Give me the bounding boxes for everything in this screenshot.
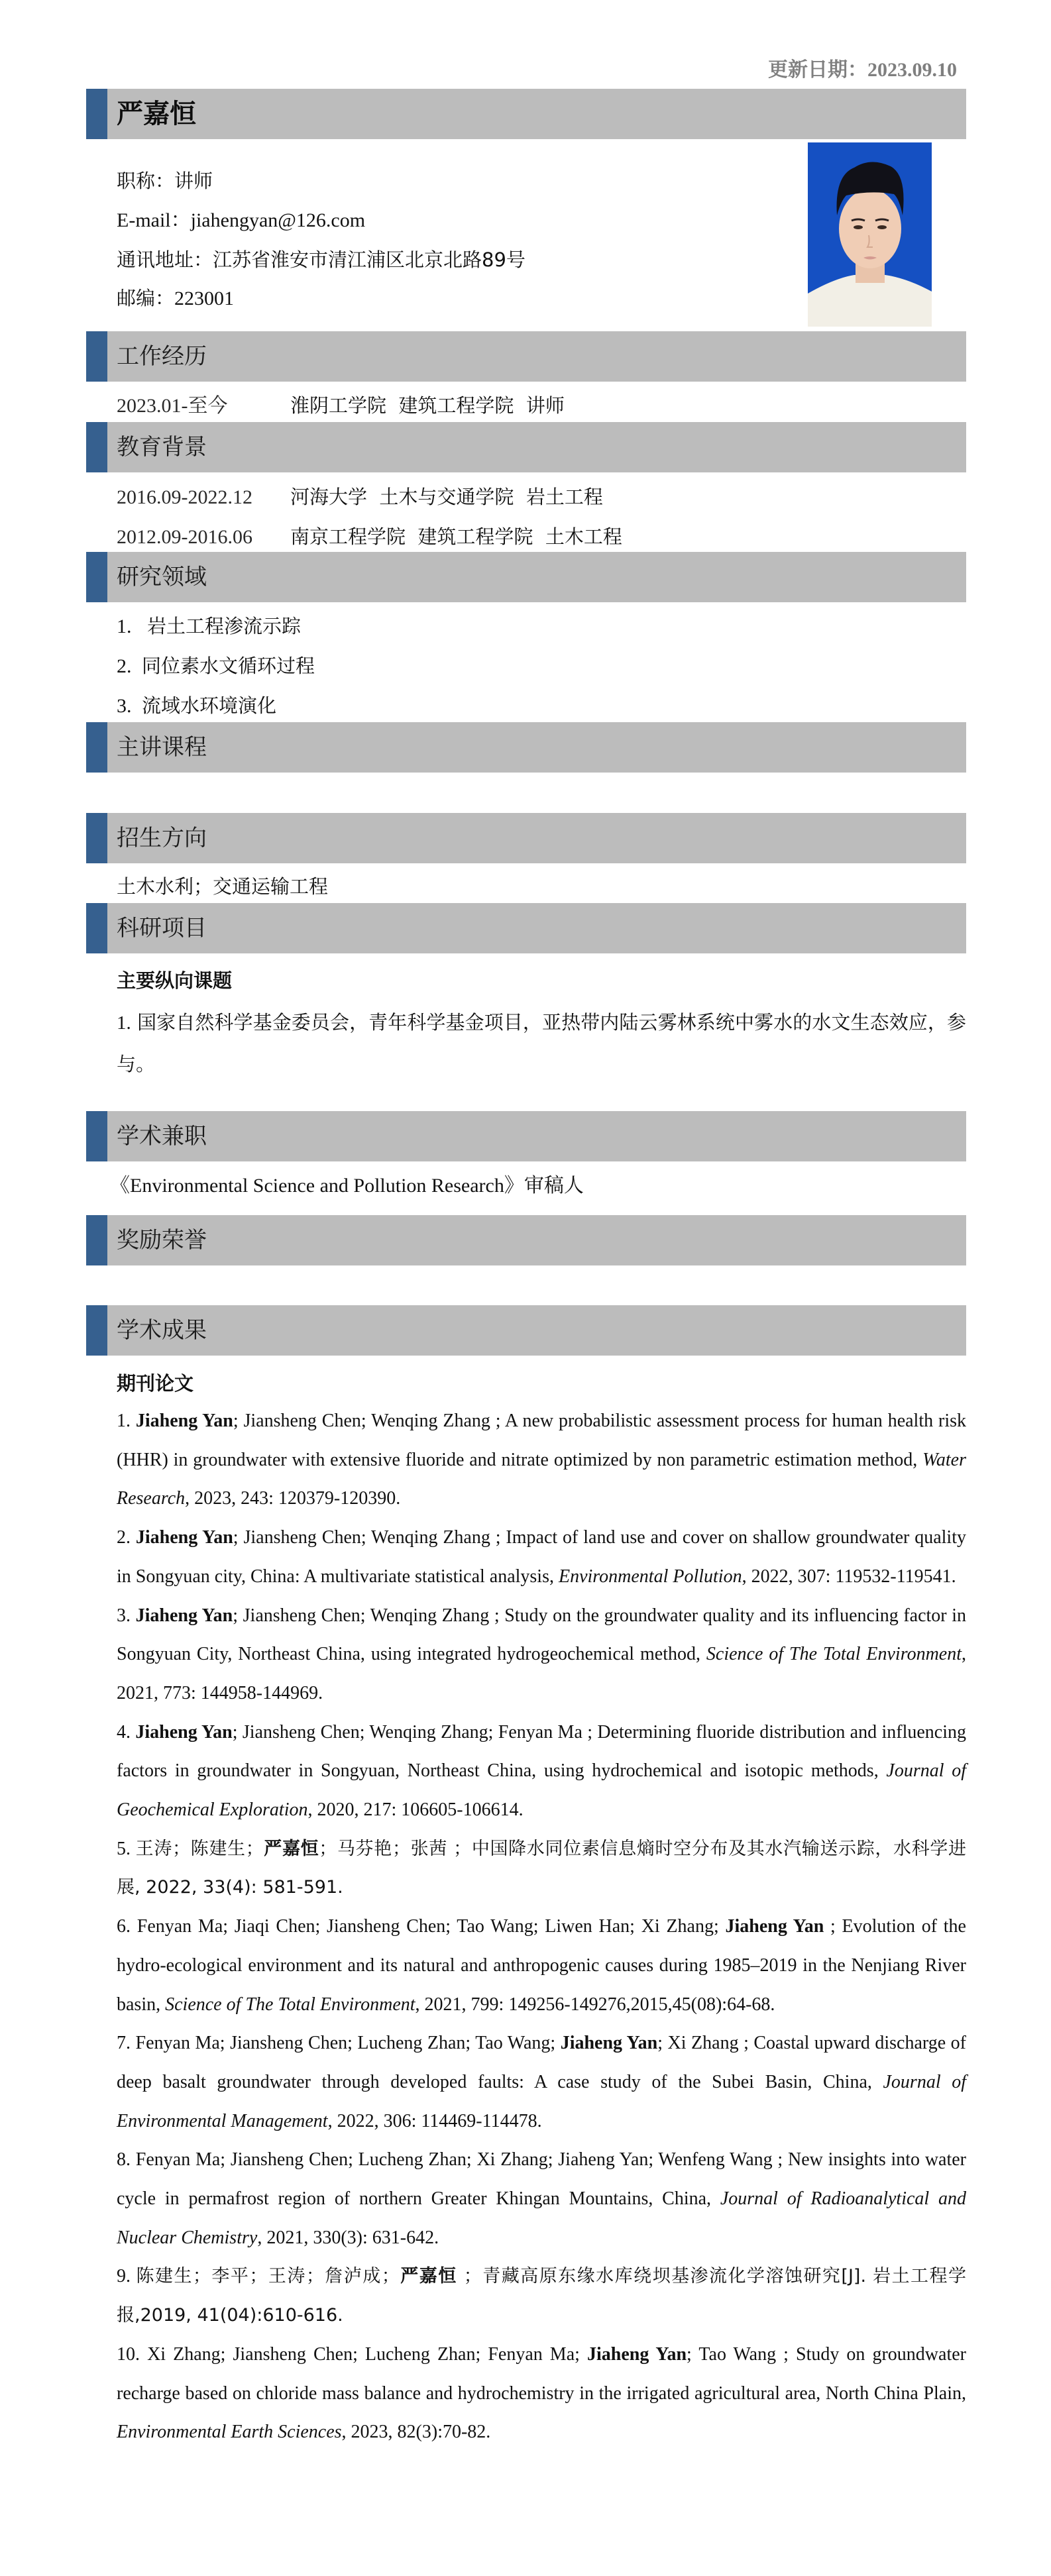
paper-journal: Journal of Radioanalytical and Nuclear Chemistry	[117, 2188, 966, 2248]
section-title: 科研项目	[117, 915, 207, 941]
paper-number: 5.	[117, 1838, 131, 1859]
paper-item	[117, 2141, 966, 2257]
paper-self-author: Jiaheng Yan	[135, 1527, 233, 1548]
work-period: 2023.01-至今	[117, 395, 228, 417]
paper-self-author: Jiaheng Yan	[135, 1605, 233, 1626]
title-label: 职称：	[117, 170, 175, 192]
paper-title: ; Tao Wang ; Study on groundwater recharge based on chloride mass balance and hydrochemistry in the irrigated agricultural area, North China Plain,	[117, 2343, 966, 2404]
work-org: 淮阴工学院 建筑工程学院 讲师	[290, 394, 565, 417]
research-text: 岩土工程渗流示踪	[147, 615, 302, 637]
research-num: 2.	[117, 655, 132, 677]
paper-authors: Fenyan Ma; Jiaqi Chen; Jiansheng Chen; Tao Wang; Liwen Han; Xi Zhang;	[137, 1916, 726, 1937]
paper-self-author: Jiaheng Yan	[135, 1411, 233, 1431]
paper-item	[117, 2024, 966, 2141]
paper-title: ; Evolution of the hydro-ecological environment and its natural and anthropogenic causes during 1985–2019 in the Nenjiang River basin,	[117, 1916, 966, 2015]
person-name: 严嘉恒	[117, 99, 196, 129]
paper-citation: , 2021, 773: 144958-144969.	[117, 1644, 966, 1703]
paper-item	[117, 1713, 966, 1830]
paper-title: ; Jiansheng Chen; Wenqing Zhang ; A new probabilistic assessment process for human health risk (HHR) in groundwater with extensive fluoride and nitrate optimized by non parametric estimation method,	[117, 1411, 967, 1470]
address-row	[117, 246, 526, 274]
education-org: 南京工程学院 建筑工程学院 土木工程	[290, 525, 622, 548]
section-header-research	[86, 552, 966, 602]
section-header-recruit	[86, 813, 966, 863]
section-title: 学术兼职	[117, 1123, 207, 1150]
education-period: 2012.09-2016.06	[117, 526, 252, 548]
title-value: 讲师	[174, 170, 213, 192]
research-item	[117, 692, 276, 720]
section-accent	[86, 89, 107, 139]
paper-item	[117, 1830, 966, 1907]
section-accent	[86, 722, 107, 773]
section-header-achievements	[86, 1305, 966, 1356]
paper-item	[117, 1597, 966, 1713]
update-date	[768, 53, 957, 82]
zip-row	[117, 285, 234, 312]
zip-label: 邮编：	[117, 287, 175, 309]
paper-number: 3.	[117, 1605, 131, 1626]
paper-title: ；青藏高原东缘水库绕坝基渗流化学溶蚀研究[J]. 岩土工程学报,2019, 41(04):610-616.	[117, 2266, 967, 2326]
research-item	[117, 653, 315, 680]
paper-authors: 陈建生；李平；王涛；詹泸成；	[136, 2266, 400, 2287]
zip-value: 223001	[174, 288, 235, 309]
paper-journal: Science of The Total Environment	[165, 1994, 415, 2015]
research-text: 流域水环境演化	[142, 694, 277, 717]
paper-self-author: Jiaheng Yan	[586, 2343, 687, 2365]
section-title: 研究领域	[117, 564, 207, 590]
portrait-photo	[808, 142, 932, 327]
paper-authors: 王涛；陈建生；	[135, 1838, 264, 1859]
paper-title: ; Xi Zhang ; Coastal upward discharge of deep basalt groundwater through developed faults: A case study of the Subei Basin, China,	[117, 2033, 966, 2092]
work-item	[117, 392, 565, 419]
paper-number: 7.	[117, 2033, 131, 2054]
paper-number: 6.	[117, 1916, 131, 1937]
paper-title: ；马芬艳；张茜 ；中国降水同位素信息熵时空分布及其水汽输送示踪，水科学进展, 2022, 33(4): 581-591.	[117, 1838, 967, 1898]
research-num: 1.	[117, 616, 132, 637]
paper-citation: , 2023, 243: 120379-120390.	[185, 1488, 401, 1509]
projects-subheading: 主要纵向课题	[117, 969, 233, 992]
paper-number: 4.	[117, 1721, 131, 1743]
paper-citation: , 2022, 306: 114469-114478.	[327, 2110, 542, 2131]
paper-number: 10.	[117, 2343, 140, 2365]
paper-item	[117, 2257, 966, 2335]
paper-authors: Fenyan Ma; Jiansheng Chen; Lucheng Zhan; Tao Wang;	[135, 2033, 561, 2054]
paper-number: 1.	[117, 1411, 131, 1431]
paper-authors: Fenyan Ma; Jiansheng Chen; Lucheng Zhan; Xi Zhang; Jiaheng Yan; Wenfeng Wang ; New insights into water cycle in permafrost region of northern Greater Khingan Mountains, China,	[117, 2149, 966, 2210]
section-header-awards	[86, 1215, 966, 1265]
paper-journal: Science of The Total Environment	[706, 1644, 962, 1665]
paper-authors: Xi Zhang; Jiansheng Chen; Lucheng Zhan; Fenyan Ma;	[147, 2343, 587, 2365]
paper-self-author: Jiaheng Yan	[725, 1916, 824, 1937]
section-accent	[86, 1111, 107, 1161]
paper-citation: , 2023, 82(3):70-82.	[341, 2422, 491, 2443]
paper-title: ; Jiansheng Chen; Wenqing Zhang; Fenyan Ma ; Determining fluoride distribution and influencing factors in groundwater in Songyuan, Northeast China, using hydrochemical and isotopic methods,	[117, 1721, 966, 1782]
name-header	[86, 89, 966, 139]
section-title: 工作经历	[117, 343, 207, 370]
section-accent	[86, 422, 107, 472]
portrait-illustration	[808, 142, 932, 327]
paper-item	[117, 2335, 966, 2452]
research-num: 3.	[117, 695, 132, 717]
paper-item	[117, 1907, 966, 2024]
email-row	[117, 207, 365, 234]
section-accent	[86, 1305, 107, 1356]
section-title: 招生方向	[117, 825, 207, 851]
positions-text	[110, 1173, 584, 1199]
section-header-projects	[86, 903, 966, 953]
section-accent	[86, 813, 107, 863]
education-org: 河海大学 土木与交通学院 岩土工程	[290, 486, 603, 508]
section-title: 教育背景	[117, 434, 207, 460]
paper-item	[117, 1402, 966, 1519]
section-header-courses	[86, 722, 966, 773]
email-label: E-mail：	[117, 209, 191, 231]
section-header-work	[86, 331, 966, 382]
paper-citation: , 2020, 217: 106605-106614.	[307, 1799, 524, 1821]
paper-item	[117, 1519, 966, 1596]
research-text: 同位素水文循环过程	[142, 655, 315, 677]
title-row	[117, 168, 213, 195]
update-date-value: 2023.09.10	[867, 59, 957, 81]
section-header-education	[86, 422, 966, 472]
address-label: 通讯地址：	[117, 248, 213, 271]
address-value: 江苏省淮安市清江浦区北京北路89号	[213, 248, 526, 271]
paper-journal: Environmental Earth Sciences	[117, 2422, 342, 2443]
paper-title: ; Jiansheng Chen; Wenqing Zhang ; Impact of land use and cover on shallow groundwater quality in Songyuan city, China: A multivariate statistical analysis,	[117, 1527, 966, 1587]
email-value[interactable]: jiahengyan@126.com	[190, 209, 366, 231]
paper-citation: , 2021, 330(3): 631-642.	[257, 2227, 439, 2248]
section-accent	[86, 552, 107, 602]
section-title: 主讲课程	[117, 734, 207, 761]
paper-citation: , 2021, 799: 149256-149276,2015,45(08):64-68.	[415, 1994, 775, 2015]
paper-citation: , 2022, 307: 119532-119541.	[742, 1566, 956, 1587]
section-accent	[86, 1215, 107, 1265]
section-accent	[86, 903, 107, 953]
papers-subheading: 期刊论文	[117, 1372, 194, 1395]
education-item	[117, 523, 622, 551]
paper-journal: Journal of Environmental Management	[117, 2071, 967, 2131]
positions-value: 《Environmental Science and Pollution Research》审稿人	[110, 1175, 584, 1197]
paper-self-author: 严嘉恒	[399, 2266, 457, 2287]
paper-self-author: Jiaheng Yan	[135, 1721, 233, 1743]
paper-title: ; Jiansheng Chen; Wenqing Zhang ; Study on the groundwater quality and its influencing factor in Songyuan City, Northeast China, using integrated hydrogeochemical method,	[117, 1605, 967, 1665]
paper-journal: Environmental Pollution	[558, 1566, 742, 1587]
recruit-value: 土木水利；交通运输工程	[117, 875, 329, 898]
update-date-label: 更新日期：	[768, 58, 867, 81]
project-num: 1.	[117, 1012, 131, 1034]
paper-self-author: Jiaheng Yan	[560, 2033, 658, 2054]
education-item	[117, 484, 603, 511]
paper-list	[117, 1402, 966, 2452]
paper-journal: Water Research	[117, 1449, 966, 1509]
project-text: 国家自然科学基金委员会，青年科学基金项目，亚热带内陆云雾林系统中雾水的水文生态效应，参与。	[117, 1011, 966, 1075]
paper-number: 2.	[117, 1527, 131, 1548]
research-item	[117, 613, 301, 640]
section-header-positions	[86, 1111, 966, 1161]
section-title: 奖励荣誉	[117, 1227, 207, 1254]
paper-number: 9.	[117, 2266, 131, 2287]
section-title: 学术成果	[117, 1317, 207, 1344]
recruit-text	[117, 873, 328, 900]
project-item	[117, 1002, 966, 1085]
paper-self-author: 严嘉恒	[263, 1838, 319, 1859]
paper-journal: Journal of Geochemical Exploration	[117, 1760, 966, 1821]
section-accent	[86, 331, 107, 382]
education-period: 2016.09-2022.12	[117, 486, 252, 508]
paper-number: 8.	[117, 2149, 131, 2171]
